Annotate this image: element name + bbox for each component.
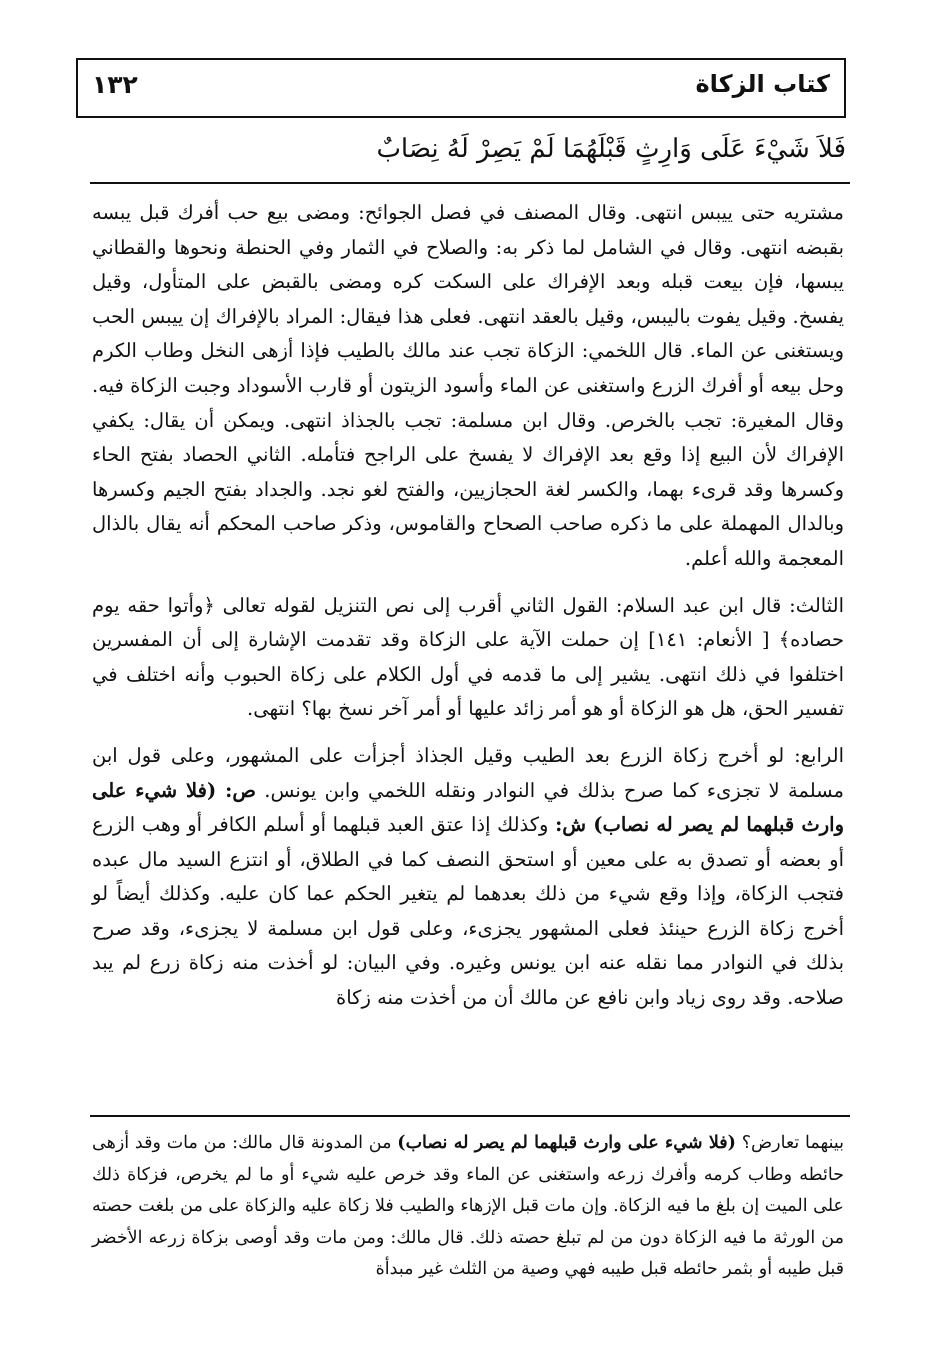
paragraph-3-start: الرابع: لو أخرج زكاة الزرع بعد الطيب وقيل الجذاذ أجزأت على المشهور، وعلى قول ابن مسلمة لا تجزىء كما صرح بذلك في النوادر ونقله اللخمي وابن يونس. bbox=[92, 743, 844, 802]
top-divider bbox=[90, 182, 850, 184]
paragraph-1: مشتريه حتى ييبس انتهى. وقال المصنف في فصل الجوائح: ومضى بيع حب أفرك قبل يبسه بقبضه انتهى. وقال في الشامل لما ذكر به: والصلاح في الثمار وفي الحنطة ونحوها والقطاني يبسها، فإن بيعت قبله وبعد الإفراك على السكت كره ومضى بالقبض على المتأول، وقيل يفسخ. وقيل يفوت باليبس، وقيل بالعقد انتهى. فعلى هذا فيقال: المراد بالإفراك إن ييبس الحب ويستغنى عن الماء. قال اللخمي: الزكاة تجب عند مالك بالطيب فإذا أزهى النخل وطاب الكرم وحل بيعه أو أفرك الزرع واستغنى عن الماء وأسود الزيتون أو قارب الأسوداد وجبت الزكاة فيه. وقال المغيرة: تجب بالخرص. وقال ابن مسلمة: تجب بالجذاذ انتهى. ويمكن أن يقال: يكفي الإفراك لأن البيع إذا وقع بعد الإفراك لا يفسخ على الراجح فتأمله. الثاني الحصاد بفتح الحاء وكسرها وقد قرىء بهما، والكسر لغة الحجازيين، والفتح لغو نجد. والجداد بفتح الجيم وكسرها وبالدال المهملة على ما ذكره صاحب الصحاح والقاموس، وذكر صاحب المحكم أنه يقال بالذال المعجمة والله أعلم. bbox=[92, 201, 844, 570]
lower-commentary bbox=[92, 1128, 844, 1286]
footnote-divider bbox=[90, 1115, 850, 1117]
lower-paragraph bbox=[92, 1128, 844, 1286]
paragraph-2: الثالث: قال ابن عبد السلام: القول الثاني أقرب إلى نص التنزيل لقوله تعالى ﴿وأتوا حقه يوم حصاده﴾ [ الأنعام: ١٤١] إن حملت الآية على الزكاة وقد تقدمت الإشارة إلى أن المفسرين اختلفوا في ذلك انتهى. يشير إلى ما قدمه في أول الكلام على زكاة الحبوب وأنه اختلف في تفسير الحق، هل هو الزكاة أو هو أمر زائد عليها أو أمر آخر نسخ بها؟ انتهى. bbox=[92, 593, 844, 721]
lower-matn-quote: (فلا شيء على وارث قبلهما لم يصر له نصاب) bbox=[397, 1133, 736, 1153]
main-commentary bbox=[92, 196, 844, 1016]
matn-line: فَلاَ شَيْءَ عَلَى وَارِثٍ قَبْلَهُمَا لَمْ يَصِرْ لَهُ نِصَابٌ bbox=[376, 134, 846, 164]
paragraph-3-rest: وكذلك إذا عتق العبد قبلهما أو أسلم الكافر أو وهب الزرع أو بعضه أو تصدق به على معين أو استحق النصف كما في الطلاق، أو انتزع السيد مال عبده فتجب الزكاة، وإذا وقع شيء من ذلك بعدهما لم يتغير الحكم عما كان عليه. وكذلك أيضاً لو أخرج زكاة الزرع حينئذ فعلى المشهور يجزىء، وعلى قول ابن مسلمة لا يجزىء، وقد صرح بذلك في النوادر مما نقله عنه ابن يونس وغيره. وفي البيان: لو أخذت منه زكاة زرع لم يبد صلاحه. وقد روى زياد وابن نافع عن مالك أن من أخذت منه زكاة bbox=[92, 813, 844, 1010]
lower-start: بينهما تعارض؟ bbox=[735, 1133, 844, 1153]
running-header bbox=[76, 58, 846, 118]
matn-quote: ص: (فلا شيء على وارث قبلهما لم يصر له نصاب) ش: bbox=[92, 778, 845, 837]
page-number: ١٣٢ bbox=[92, 70, 138, 99]
book-title: كتاب الزكاة bbox=[695, 70, 830, 98]
paragraph-3 bbox=[92, 739, 844, 1016]
lower-rest: من المدونة قال مالك: من مات وقد أزهى حائطه وطاب كرمه وأفرك زرعه واستغنى عن الماء وقد خرص عليه شيء أو ما لم يخرص، فزكاة ذلك على الميت إن بلغ ما فيه الزكاة. وإن مات قبل الإزهاء والطيب فلا زكاة عليه والزكاة على من بلغت حصته من الورثة ما فيه الزكاة دون من لم تبلغ حصته ذلك. قال مالك: ومن مات وقد أوصى بزكاة زرعه الأخضر قبل طيبه أو بثمر حائطه قبل طيبه فهي وصية من الثلث غير مبدأة bbox=[92, 1133, 844, 1280]
